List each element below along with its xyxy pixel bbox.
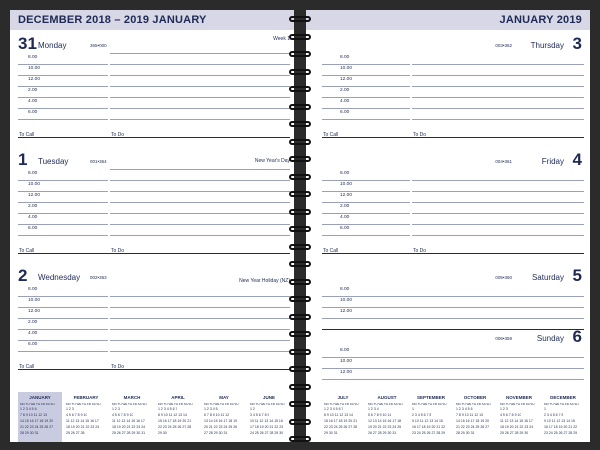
mini-month-week: 18 19 20 21 22 23 24 xyxy=(112,425,146,429)
mini-calendar-strip-left xyxy=(18,392,290,442)
hour-row[interactable] xyxy=(322,181,410,192)
mini-month-week: 21 22 23 24 25 26 27 xyxy=(20,425,54,429)
hour-row[interactable] xyxy=(18,330,108,341)
note-line[interactable] xyxy=(412,87,584,98)
left-header-title: DECEMBER 2018 – 2019 JANUARY xyxy=(18,14,207,26)
mini-month-week: 4 5 6 7 8 9 10 xyxy=(500,413,522,417)
hour-label: 2.00 xyxy=(28,88,38,93)
to-call-label: To Call xyxy=(323,248,339,254)
mini-month-week: 10 11 12 13 14 15 16 xyxy=(250,419,283,423)
day-of-year: 003•362 xyxy=(495,43,512,48)
day-name: Wednesday xyxy=(38,273,81,282)
hour-row[interactable] xyxy=(322,203,410,214)
spiral-ring xyxy=(289,349,311,357)
spiral-ring xyxy=(289,314,311,322)
note-line[interactable] xyxy=(110,54,290,65)
note-line[interactable] xyxy=(412,109,584,120)
spiral-ring xyxy=(289,366,311,374)
note-line[interactable] xyxy=(110,341,290,352)
mini-month-week: 6 7 8 9 10 11 12 xyxy=(204,413,230,417)
mini-month-title: AUGUST xyxy=(377,395,397,400)
mini-month-week: 12 13 14 15 16 17 18 xyxy=(368,419,402,423)
day-block-6 xyxy=(306,325,590,383)
spiral-ring xyxy=(289,86,311,94)
note-line[interactable] xyxy=(110,159,290,170)
hour-row[interactable] xyxy=(18,214,108,225)
left-page xyxy=(10,10,294,442)
mini-month-dow: MO TU WE TH FR SA SU xyxy=(204,402,239,406)
to-do-label: To Do xyxy=(111,248,125,254)
note-line[interactable] xyxy=(412,65,584,76)
day-name: Sunday xyxy=(536,334,564,343)
hour-label: 10.00 xyxy=(340,298,353,303)
day-number: 5 xyxy=(572,266,582,285)
hour-row[interactable] xyxy=(322,87,410,98)
hour-row[interactable] xyxy=(322,358,584,369)
mini-month-week: 1 2 3 xyxy=(112,407,120,411)
hour-label: 12.00 xyxy=(340,309,353,314)
mini-month-week: 20 21 22 23 24 25 26 xyxy=(204,425,238,429)
mini-month-week: 17 18 19 20 21 22 23 xyxy=(250,425,284,429)
mini-month-title: OCTOBER xyxy=(463,395,487,400)
hour-row[interactable] xyxy=(18,225,108,236)
mini-month-week: 29 30 xyxy=(158,431,167,435)
mini-month-dow: MO TU WE TH FR SA SU xyxy=(500,402,535,406)
spiral-ring xyxy=(289,261,311,269)
hour-label: 8.00 xyxy=(340,287,350,292)
mini-month-week: 25 26 27 28 xyxy=(66,431,85,435)
hour-row[interactable] xyxy=(18,170,108,181)
mini-month-week: 1 2 xyxy=(250,407,255,411)
note-line[interactable] xyxy=(110,109,290,120)
mini-month-week: 22 23 24 25 26 27 28 xyxy=(158,425,192,429)
mini-month-june xyxy=(248,392,290,442)
spiral-ring xyxy=(289,16,311,24)
hour-row[interactable] xyxy=(322,76,410,87)
note-line[interactable] xyxy=(412,54,584,65)
day-block-1 xyxy=(10,148,294,264)
mini-month-november xyxy=(498,392,540,442)
mini-month-week: 25 26 27 28 29 30 xyxy=(500,431,529,435)
note-line[interactable] xyxy=(110,192,290,203)
hour-label: 2.00 xyxy=(28,320,38,325)
note-line[interactable] xyxy=(412,170,584,181)
mini-month-title: NOVEMBER xyxy=(505,395,532,400)
mini-month-week: 3 4 5 6 7 8 9 xyxy=(250,413,270,417)
hour-label: 12.00 xyxy=(340,193,353,198)
mini-month-title: DECEMBER xyxy=(550,395,576,400)
mini-month-week: 5 6 7 8 9 10 11 xyxy=(368,413,392,417)
section-divider xyxy=(322,127,584,138)
day-name: Thursday xyxy=(530,41,564,50)
day-of-year: 002•363 xyxy=(90,275,107,280)
day-of-year: 004•361 xyxy=(495,159,512,164)
mini-month-week: 15 16 17 18 19 20 21 xyxy=(324,419,358,423)
hour-label: 6.00 xyxy=(340,110,350,115)
mini-month-title: JUNE xyxy=(262,395,275,400)
spiral-ring xyxy=(289,156,311,164)
spiral-ring xyxy=(289,226,311,234)
to-do-label: To Do xyxy=(111,364,125,370)
hour-label: 12.00 xyxy=(28,193,41,198)
mini-month-title: SEPTEMBER xyxy=(416,395,445,400)
hour-label: 8.00 xyxy=(28,171,38,176)
hour-row[interactable] xyxy=(322,225,410,236)
hour-label: 12.00 xyxy=(28,77,41,82)
mini-month-week: 1 2 3 4 5 6 7 xyxy=(324,407,344,411)
day-of-year: 365•000 xyxy=(90,43,107,48)
day-block-3 xyxy=(306,32,590,148)
mini-month-february xyxy=(64,392,108,442)
note-line[interactable] xyxy=(412,203,584,214)
mini-month-week: 2 3 4 5 6 7 8 xyxy=(544,413,564,417)
hour-label: 10.00 xyxy=(28,66,41,71)
to-call-label: To Call xyxy=(19,248,35,254)
spiral-ring xyxy=(289,279,311,287)
hour-row[interactable] xyxy=(322,369,584,380)
day-number: 4 xyxy=(572,150,582,169)
mini-month-week: 14 15 16 17 18 19 20 xyxy=(20,419,54,423)
hour-label: 10.00 xyxy=(340,66,353,71)
mini-month-april xyxy=(156,392,200,442)
note-line[interactable] xyxy=(412,214,584,225)
hour-label: 8.00 xyxy=(28,287,38,292)
mini-month-week: 11 12 13 14 15 16 17 xyxy=(66,419,99,423)
note-line[interactable] xyxy=(110,170,290,181)
day-block-5 xyxy=(306,264,590,322)
hour-label: 8.00 xyxy=(340,348,350,353)
mini-month-may xyxy=(202,392,246,442)
note-line[interactable] xyxy=(412,225,584,236)
mini-month-week: 9 10 11 12 13 14 15 xyxy=(544,419,575,423)
day-block-2 xyxy=(10,264,294,380)
hour-label: 8.00 xyxy=(340,55,350,60)
hour-row[interactable] xyxy=(18,87,108,98)
spiral-ring xyxy=(289,51,311,59)
mini-month-dow: MO TU WE TH FR SA SU xyxy=(158,402,193,406)
day-name: Monday xyxy=(38,41,67,50)
note-line[interactable] xyxy=(110,308,290,319)
spiral-ring xyxy=(289,401,311,409)
mini-month-dow: MO TU WE TH FR SA SU xyxy=(368,402,403,406)
day-number: 2 xyxy=(18,266,28,285)
spiral-ring xyxy=(289,436,311,444)
hour-row[interactable] xyxy=(322,98,410,109)
hour-row[interactable] xyxy=(18,76,108,87)
note-line[interactable] xyxy=(110,76,290,87)
hour-label: 6.00 xyxy=(340,226,350,231)
mini-month-week: 24 25 26 27 28 29 30 xyxy=(250,431,284,435)
hour-row[interactable] xyxy=(322,297,584,308)
mini-month-week: 28 29 30 31 xyxy=(20,431,39,435)
day-name: Tuesday xyxy=(38,157,69,166)
mini-month-dow: MO TU WE TH FR SA SU xyxy=(544,402,579,406)
mini-month-week: 26 27 28 29 30 31 xyxy=(368,431,397,435)
day-of-year: 005•360 xyxy=(495,275,512,280)
mini-month-week: 18 19 20 21 22 23 24 xyxy=(66,425,100,429)
hour-row[interactable] xyxy=(18,181,108,192)
note-line[interactable] xyxy=(412,98,584,109)
hour-row[interactable] xyxy=(18,65,108,76)
hour-label: 8.00 xyxy=(28,55,38,60)
hour-label: 6.00 xyxy=(28,226,38,231)
note-line[interactable] xyxy=(110,87,290,98)
note-line[interactable] xyxy=(110,330,290,341)
section-divider xyxy=(322,243,584,254)
mini-month-week: 1 2 3 4 5 6 xyxy=(456,407,473,411)
to-call-label: To Call xyxy=(19,364,35,370)
mini-month-dow: MO TU WE TH FR SA SU xyxy=(412,402,447,406)
hour-label: 4.00 xyxy=(340,99,350,104)
hour-label: 6.00 xyxy=(28,110,38,115)
mini-month-week: 1 2 3 xyxy=(66,407,74,411)
hour-label: 2.00 xyxy=(340,204,350,209)
hour-label: 6.00 xyxy=(28,342,38,347)
day-name: Friday xyxy=(541,157,564,166)
hour-row[interactable] xyxy=(18,319,108,330)
hour-label: 4.00 xyxy=(28,331,38,336)
hour-row[interactable] xyxy=(322,170,410,181)
mini-month-dow: MO TU WE TH FR SA SU xyxy=(324,402,359,406)
hour-row[interactable] xyxy=(18,54,108,65)
mini-month-january xyxy=(18,392,62,442)
note-line[interactable] xyxy=(412,76,584,87)
note-line[interactable] xyxy=(412,181,584,192)
right-page xyxy=(306,10,590,442)
mini-month-title: JANUARY xyxy=(29,395,51,400)
to-call-label: To Call xyxy=(19,132,35,138)
spiral-ring xyxy=(289,139,311,147)
day-note: Week 1 xyxy=(273,36,290,42)
hour-label: 4.00 xyxy=(28,99,38,104)
mini-month-week: 11 12 13 14 15 16 17 xyxy=(112,419,145,423)
left-header-band xyxy=(10,10,294,30)
holiday-note: New Year's Day xyxy=(254,158,290,164)
mini-month-week: 1 2 3 4 5 xyxy=(204,407,218,411)
hour-row[interactable] xyxy=(322,65,410,76)
day-of-year: 006•359 xyxy=(495,336,512,341)
section-divider xyxy=(18,127,290,138)
spiral-ring xyxy=(289,191,311,199)
hour-label: 2.00 xyxy=(340,88,350,93)
mini-month-dow: MO TU WE TH FR SA SU xyxy=(66,402,101,406)
day-block-31 xyxy=(10,32,294,148)
section-divider xyxy=(18,243,290,254)
hour-row[interactable] xyxy=(322,347,584,358)
note-line[interactable] xyxy=(110,43,290,54)
hour-row[interactable] xyxy=(18,109,108,120)
day-number: 3 xyxy=(572,34,582,53)
mini-month-week: 9 10 11 12 13 14 15 xyxy=(412,419,443,423)
spiral-ring xyxy=(289,34,311,42)
mini-month-march xyxy=(110,392,154,442)
note-line[interactable] xyxy=(110,297,290,308)
mini-month-week: 1 xyxy=(544,407,546,411)
note-line[interactable] xyxy=(110,65,290,76)
mini-month-september xyxy=(410,392,452,442)
note-line[interactable] xyxy=(110,286,290,297)
mini-month-week: 16 17 18 19 20 21 22 xyxy=(412,425,446,429)
mini-month-title: MARCH xyxy=(123,395,141,400)
mini-month-week: 11 12 13 14 15 16 17 xyxy=(500,419,533,423)
holiday-note: New Year Holiday (NZ) xyxy=(239,278,290,284)
mini-month-week: 23 24 25 26 27 28 29 xyxy=(544,431,578,435)
mini-month-week: 18 19 20 21 22 23 24 xyxy=(500,425,534,429)
mini-month-week: 1 2 3 4 5 6 xyxy=(20,407,37,411)
spiral-ring xyxy=(289,104,311,112)
mini-month-week: 28 29 30 31 xyxy=(456,431,475,435)
hour-label: 12.00 xyxy=(340,370,353,375)
hour-row[interactable] xyxy=(322,286,584,297)
hour-row[interactable] xyxy=(322,308,584,319)
day-block-4 xyxy=(306,148,590,264)
spiral-ring xyxy=(289,296,311,304)
to-call-label: To Call xyxy=(323,132,339,138)
hour-label: 10.00 xyxy=(340,182,353,187)
hour-row[interactable] xyxy=(18,192,108,203)
mini-month-week: 8 9 10 11 12 13 14 xyxy=(324,413,353,417)
mini-month-week: 23 24 25 26 27 28 29 xyxy=(412,431,446,435)
spiral-ring xyxy=(289,331,311,339)
mini-month-week: 1 2 3 xyxy=(500,407,508,411)
hour-row[interactable] xyxy=(322,214,410,225)
note-line[interactable] xyxy=(110,319,290,330)
hour-label: 10.00 xyxy=(340,359,353,364)
hour-label: 2.00 xyxy=(28,204,38,209)
mini-month-week: 8 9 10 11 12 13 14 xyxy=(158,413,187,417)
day-number: 1 xyxy=(18,150,28,169)
to-do-label: To Do xyxy=(413,248,427,254)
mini-month-week: 1 2 3 4 5 6 7 xyxy=(158,407,178,411)
hour-label: 12.00 xyxy=(28,309,41,314)
hour-row[interactable] xyxy=(18,98,108,109)
mini-month-week: 22 23 24 25 26 27 28 xyxy=(324,425,358,429)
note-line[interactable] xyxy=(412,192,584,203)
mini-month-week: 4 5 6 7 8 9 10 xyxy=(112,413,134,417)
mini-month-week: 1 xyxy=(412,407,414,411)
mini-month-week: 7 8 9 10 11 12 13 xyxy=(456,413,483,417)
note-line[interactable] xyxy=(110,181,290,192)
hour-label: 12.00 xyxy=(340,77,353,82)
mini-month-week: 1 2 3 4 xyxy=(368,407,379,411)
day-number: 6 xyxy=(572,327,582,346)
note-line[interactable] xyxy=(110,203,290,214)
day-name: Saturday xyxy=(531,273,564,282)
section-divider xyxy=(18,359,290,370)
right-header-band xyxy=(306,10,590,30)
note-line[interactable] xyxy=(110,225,290,236)
mini-month-week: 29 30 31 xyxy=(324,431,338,435)
mini-month-week: 7 8 9 10 11 12 13 xyxy=(20,413,47,417)
mini-month-title: APRIL xyxy=(171,395,185,400)
mini-month-dow: MO TU WE TH FR SA SU xyxy=(20,402,55,406)
spiral-ring xyxy=(289,384,311,392)
note-line[interactable] xyxy=(110,214,290,225)
mini-month-week: 27 28 29 30 31 xyxy=(204,431,228,435)
day-of-year: 001•364 xyxy=(90,159,107,164)
mini-calendar-strip-right xyxy=(322,392,584,442)
mini-month-week: 15 16 17 18 19 20 21 xyxy=(158,419,192,423)
hour-label: 4.00 xyxy=(340,215,350,220)
hour-row[interactable] xyxy=(322,109,410,120)
mini-month-august xyxy=(366,392,408,442)
mini-month-week: 16 17 18 19 20 21 22 xyxy=(544,425,578,429)
mini-month-week: 14 15 16 17 18 19 20 xyxy=(456,419,490,423)
mini-month-october xyxy=(454,392,496,442)
mini-month-week: 19 20 21 22 23 24 25 xyxy=(368,425,402,429)
hour-label: 10.00 xyxy=(28,298,41,303)
mini-month-week: 25 26 27 28 29 30 31 xyxy=(112,431,146,435)
hour-row[interactable] xyxy=(322,192,410,203)
mini-month-week: 4 5 6 7 8 9 10 xyxy=(66,413,88,417)
mini-month-title: MAY xyxy=(219,395,229,400)
right-header-title: JANUARY 2019 xyxy=(499,14,582,26)
mini-month-week: 21 22 23 24 25 26 27 xyxy=(456,425,490,429)
spiral-ring xyxy=(289,419,311,427)
mini-month-title: FEBRUARY xyxy=(73,395,99,400)
spiral-ring xyxy=(289,174,311,182)
hour-row[interactable] xyxy=(18,203,108,214)
mini-month-dow: MO TU WE TH FR SA SU xyxy=(112,402,147,406)
mini-month-week: 2 3 4 5 6 7 8 xyxy=(412,413,432,417)
hour-row[interactable] xyxy=(18,308,108,319)
to-do-label: To Do xyxy=(413,132,427,138)
spiral-ring xyxy=(289,209,311,217)
mini-month-july xyxy=(322,392,364,442)
mini-month-dow: MO TU WE TH FR SA SU xyxy=(456,402,491,406)
day-number: 31 xyxy=(18,34,37,53)
hour-row[interactable] xyxy=(18,297,108,308)
hour-label: 8.00 xyxy=(340,171,350,176)
hour-row[interactable] xyxy=(18,341,108,352)
spiral-ring xyxy=(289,121,311,129)
mini-month-title: JULY xyxy=(337,395,349,400)
to-do-label: To Do xyxy=(111,132,125,138)
spiral-ring xyxy=(289,244,311,252)
mini-month-week: 13 14 15 16 17 18 19 xyxy=(204,419,238,423)
mini-month-december xyxy=(542,392,584,442)
mini-month-dow: MO TU WE TH FR SA SU xyxy=(250,402,285,406)
hour-label: 4.00 xyxy=(28,215,38,220)
hour-row[interactable] xyxy=(18,286,108,297)
hour-label: 10.00 xyxy=(28,182,41,187)
spiral-ring xyxy=(289,69,311,77)
note-line[interactable] xyxy=(110,98,290,109)
hour-row[interactable] xyxy=(322,54,410,65)
